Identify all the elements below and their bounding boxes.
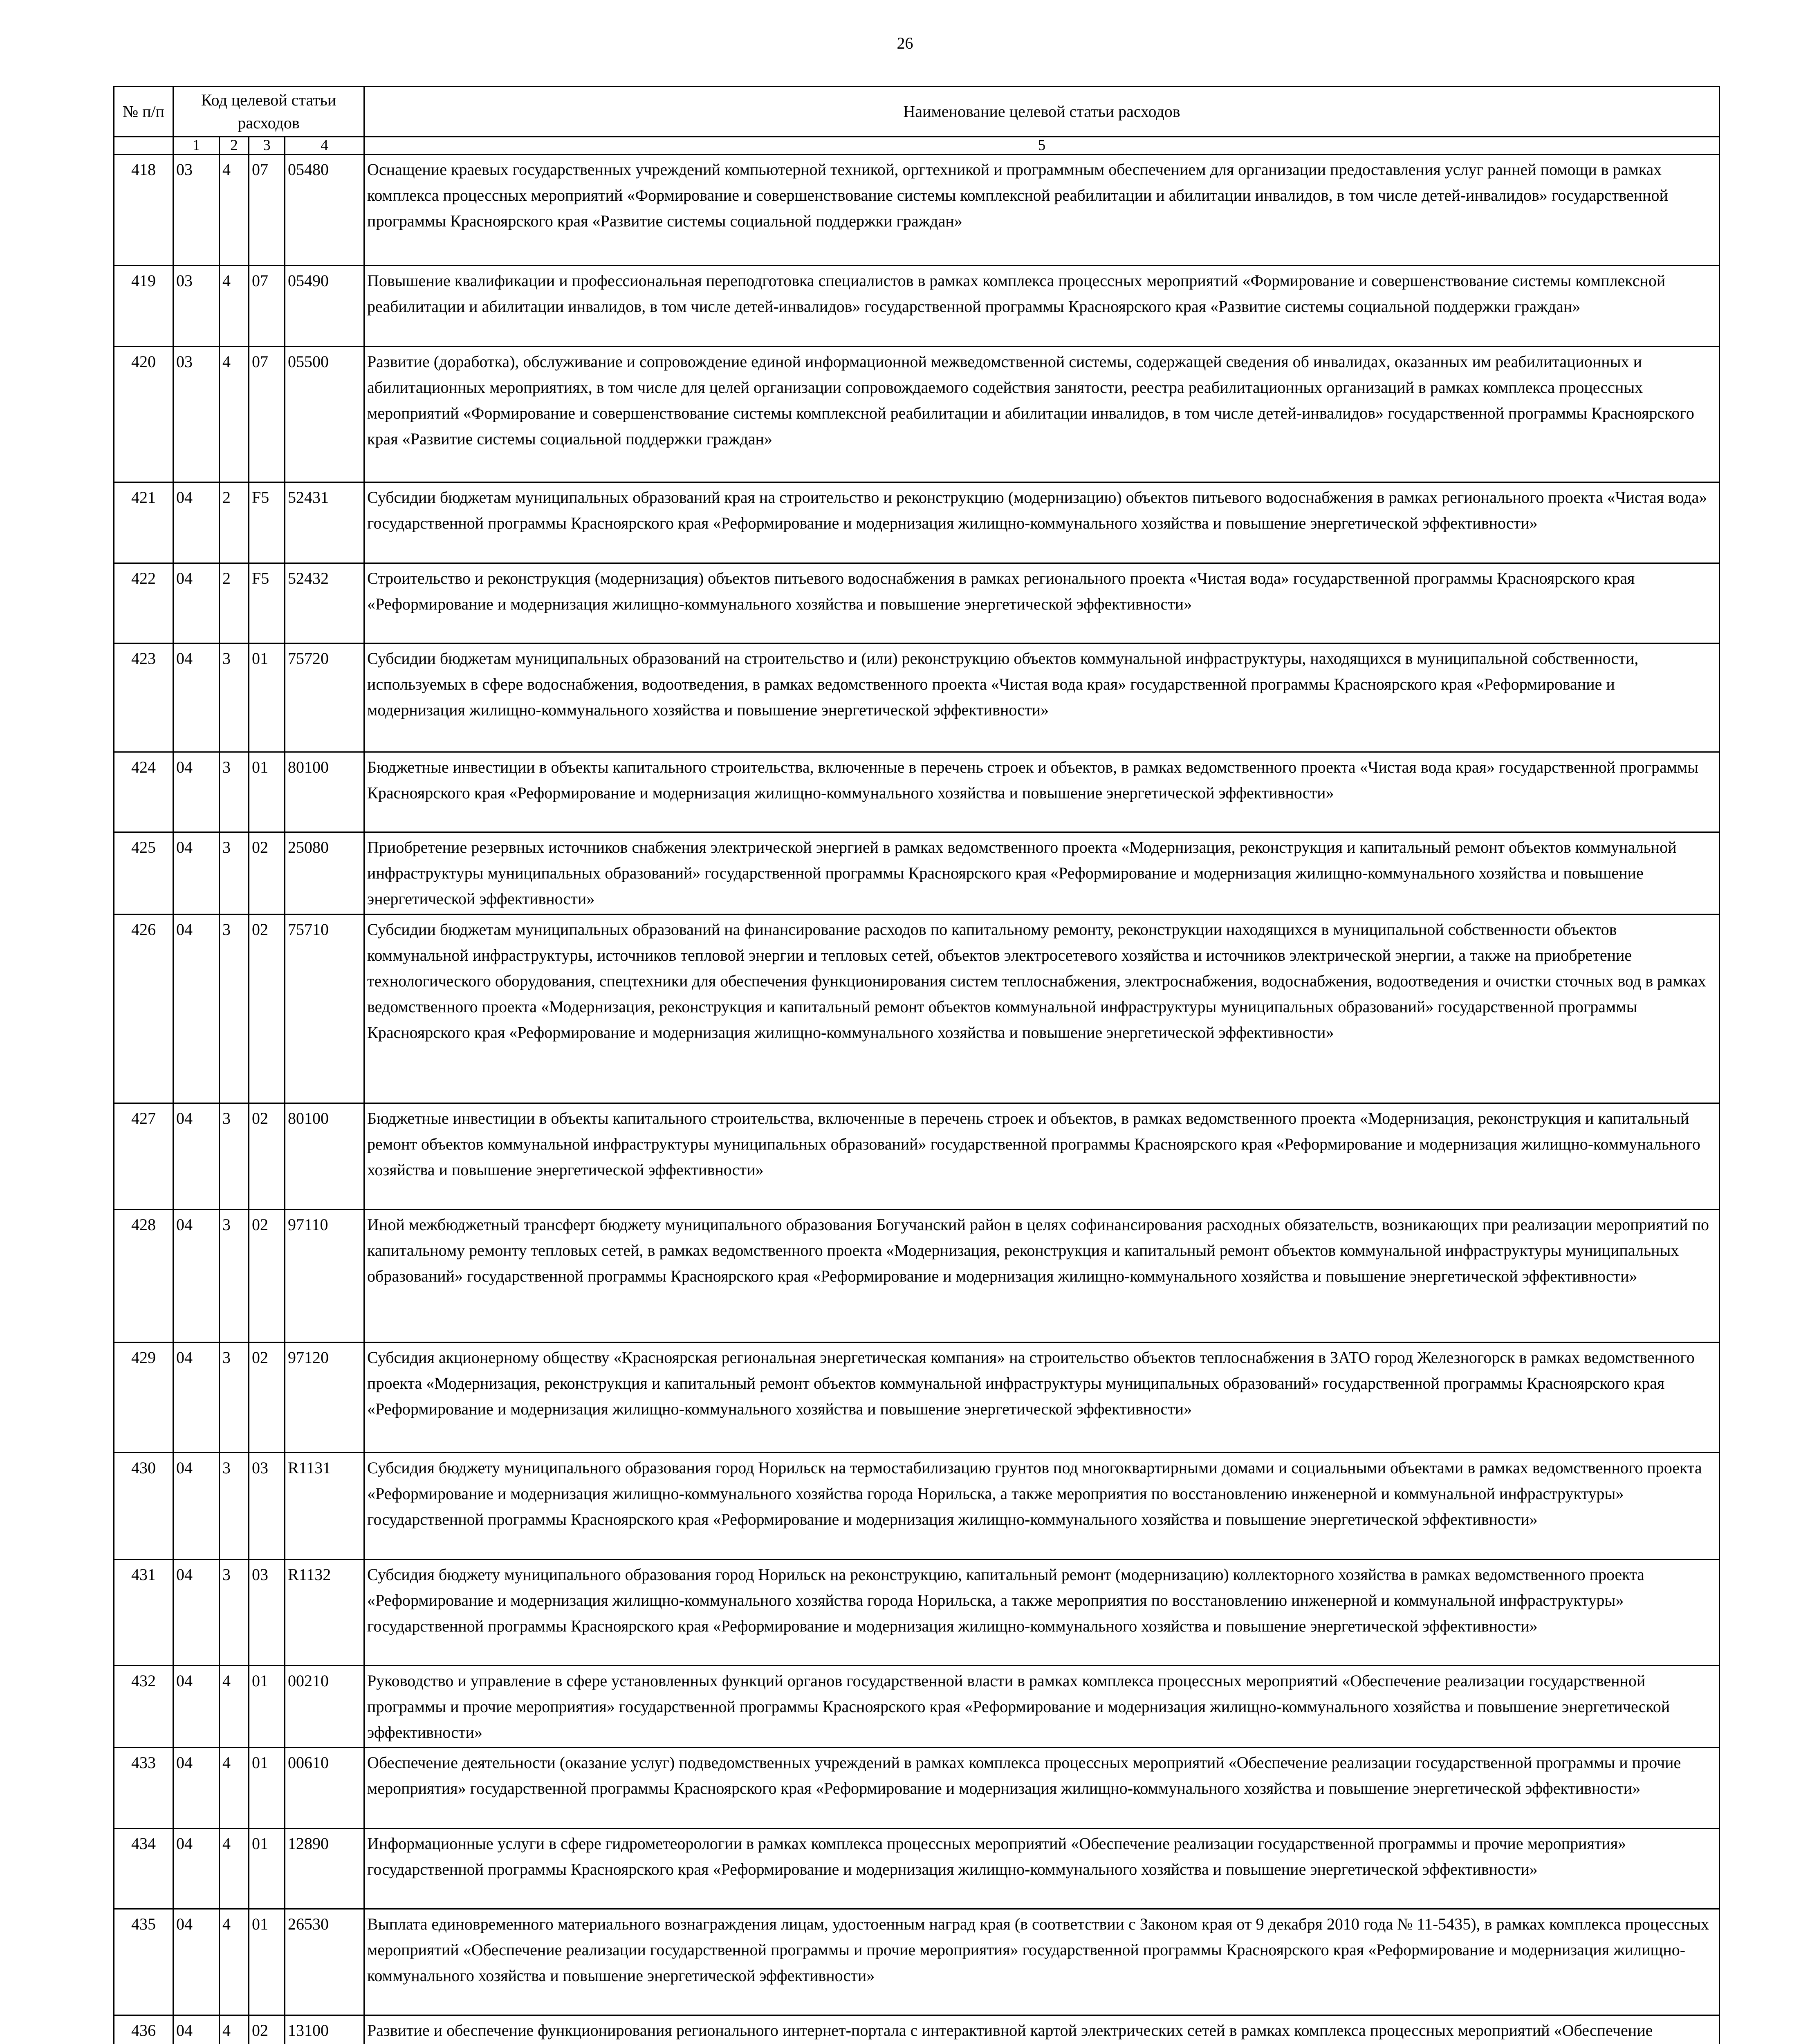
column-number-label: 3 bbox=[249, 137, 285, 155]
code-part-1: 04 bbox=[173, 1909, 220, 2015]
code-part-1: 04 bbox=[173, 1210, 220, 1342]
code-part-2: 4 bbox=[220, 347, 249, 482]
code-part-2: 3 bbox=[220, 1342, 249, 1453]
code-part-4: 05480 bbox=[285, 155, 364, 266]
code-part-4: R1131 bbox=[285, 1453, 364, 1560]
code-part-3: 01 bbox=[249, 752, 285, 832]
row-number: 431 bbox=[114, 1560, 173, 1666]
article-name: Информационные услуги в сфере гидрометеорологии в рамках комплекса процессных мероприятий «Обеспечение реализации государственной программы и прочие мероприятия» государственной программы Красноярского края «Реформирование и модернизация жилищно-коммунального хозяйства и повышение энергетической эффективности» bbox=[364, 1829, 1720, 1909]
code-part-4: 13100 bbox=[285, 2015, 364, 2044]
code-part-4: 97120 bbox=[285, 1342, 364, 1453]
code-part-2: 4 bbox=[220, 266, 249, 347]
code-part-2: 3 bbox=[220, 1560, 249, 1666]
table-row bbox=[114, 1666, 1720, 1748]
row-number: 418 bbox=[114, 155, 173, 266]
header-row bbox=[114, 87, 1720, 137]
article-name: Развитие и обеспечение функционирования регионального интернет-портала с интерактивной картой электрических сетей в рамках комплекса процессных мероприятий «Обеспечение bbox=[364, 2015, 1720, 2044]
page-number: 26 bbox=[897, 34, 913, 52]
table-row bbox=[114, 347, 1720, 482]
code-part-4: 52431 bbox=[285, 482, 364, 563]
row-number: 433 bbox=[114, 1748, 173, 1829]
row-number: 430 bbox=[114, 1453, 173, 1560]
row-number: 419 bbox=[114, 266, 173, 347]
code-part-3: F5 bbox=[249, 482, 285, 563]
code-part-3: 03 bbox=[249, 1560, 285, 1666]
article-name: Руководство и управление в сфере установленных функций органов государственной власти в рамках комплекса процессных мероприятий «Обеспечение реализации государственной программы и прочие мероприятия» государственной программы Красноярского края «Реформирование и модернизация жилищно-коммунального хозяйства и повышение энергетической эффективности» bbox=[364, 1666, 1720, 1748]
code-part-4: 00210 bbox=[285, 1666, 364, 1748]
code-part-2: 4 bbox=[220, 2015, 249, 2044]
row-number: 432 bbox=[114, 1666, 173, 1748]
code-part-1: 04 bbox=[173, 1560, 220, 1666]
table-row bbox=[114, 266, 1720, 347]
article-name: Иной межбюджетный трансферт бюджету муниципального образования Богучанский район в целях софинансирования расходных обязательств, возникающих при реализации мероприятий по капитальному ремонту тепловых сетей, в рамках ведомственного проекта «Модернизация, реконструкция и капитальный ремонт объектов коммунальной инфраструктуры муниципальных образований» государственной программы Красноярского края «Реформирование и модернизация жилищно-коммунального хозяйства и повышение энергетической эффективности» bbox=[364, 1210, 1720, 1342]
code-part-1: 03 bbox=[173, 266, 220, 347]
code-part-3: 07 bbox=[249, 155, 285, 266]
code-part-2: 3 bbox=[220, 1210, 249, 1342]
code-part-3: 01 bbox=[249, 1666, 285, 1748]
code-part-4: 52432 bbox=[285, 563, 364, 643]
header-code: Код целевой статьи расходов bbox=[173, 87, 364, 137]
header-name: Наименование целевой статьи расходов bbox=[364, 87, 1720, 137]
code-part-4: 26530 bbox=[285, 1909, 364, 2015]
code-part-2: 3 bbox=[220, 832, 249, 914]
article-name: Субсидии бюджетам муниципальных образований края на строительство и реконструкцию (модернизацию) объектов питьевого водоснабжения в рамках регионального проекта «Чистая вода» государственной программы Красноярского края «Реформирование и модернизация жилищно-коммунального хозяйства и повышение энергетической эффективности» bbox=[364, 482, 1720, 563]
code-part-3: F5 bbox=[249, 563, 285, 643]
table-row bbox=[114, 832, 1720, 914]
code-part-4: 75720 bbox=[285, 643, 364, 752]
row-number: 436 bbox=[114, 2015, 173, 2044]
row-number: 427 bbox=[114, 1103, 173, 1210]
article-name: Субсидия акционерному обществу «Красноярская региональная энергетическая компания» на строительство объектов теплоснабжения в ЗАТО город Железногорск в рамках ведомственного проекта «Модернизация, реконструкция и капитальный ремонт объектов коммунальной инфраструктуры муниципальных образований» государственной программы Красноярского края «Реформирование и модернизация жилищно-коммунального хозяйства и повышение энергетической эффективности» bbox=[364, 1342, 1720, 1453]
code-part-1: 04 bbox=[173, 1666, 220, 1748]
table-row bbox=[114, 1210, 1720, 1342]
code-part-1: 03 bbox=[173, 347, 220, 482]
code-part-1: 04 bbox=[173, 482, 220, 563]
table-row bbox=[114, 563, 1720, 643]
article-name: Субсидия бюджету муниципального образования город Норильск на реконструкцию, капитальный ремонт (модернизацию) коллекторного хозяйства в рамках ведомственного проекта «Реформирование и модернизация жилищно-коммунального хозяйства города Норильска, а также мероприятия по восстановлению инженерной и коммунальной инфраструктуры» государственной программы Красноярского края «Реформирование и модернизация жилищно-коммунального хозяйства и повышение энергетической эффективности» bbox=[364, 1560, 1720, 1666]
row-number: 421 bbox=[114, 482, 173, 563]
code-part-1: 04 bbox=[173, 1748, 220, 1829]
code-part-2: 4 bbox=[220, 1748, 249, 1829]
code-part-1: 04 bbox=[173, 1342, 220, 1453]
column-number-label bbox=[114, 137, 173, 155]
code-part-4: 97110 bbox=[285, 1210, 364, 1342]
table-row bbox=[114, 1909, 1720, 2015]
header-number: № п/п bbox=[114, 87, 173, 137]
code-part-4: 80100 bbox=[285, 752, 364, 832]
column-number-label: 1 bbox=[173, 137, 220, 155]
row-number: 423 bbox=[114, 643, 173, 752]
table-row bbox=[114, 482, 1720, 563]
column-number-label: 5 bbox=[364, 137, 1720, 155]
table-row bbox=[114, 1829, 1720, 1909]
row-number: 428 bbox=[114, 1210, 173, 1342]
article-name: Оснащение краевых государственных учреждений компьютерной техникой, оргтехникой и программным обеспечением для организации предоставления услуг ранней помощи в рамках комплекса процессных мероприятий «Формирование и совершенствование системы комплексной реабилитации и абилитации инвалидов, в том числе детей-инвалидов» государственной программы Красноярского края «Развитие системы социальной поддержки граждан» bbox=[364, 155, 1720, 266]
column-number-label: 4 bbox=[285, 137, 364, 155]
code-part-2: 4 bbox=[220, 1829, 249, 1909]
target-articles-table bbox=[113, 86, 1720, 2044]
article-name: Субсидии бюджетам муниципальных образований на финансирование расходов по капитальному ремонту, реконструкции находящихся в муниципальной собственности объектов коммунальной инфраструктуры, источников тепловой энергии и тепловых сетей, объектов электросетевого хозяйства и источников электрической энергии, а также на приобретение технологического оборудования, спецтехники для обеспечения функционирования систем теплоснабжения, электроснабжения, водоснабжения, водоотведения и очистки сточных вод в рамках ведомственного проекта «Модернизация, реконструкция и капитальный ремонт объектов коммунальной инфраструктуры муниципальных образований» государственной программы Красноярского края «Реформирование и модернизация жилищно-коммунального хозяйства и повышение энергетической эффективности» bbox=[364, 914, 1720, 1103]
code-part-1: 03 bbox=[173, 155, 220, 266]
table-row bbox=[114, 2015, 1720, 2044]
article-name: Бюджетные инвестиции в объекты капитального строительства, включенные в перечень строек и объектов, в рамках ведомственного проекта «Чистая вода края» государственной программы Красноярского края «Реформирование и модернизация жилищно-коммунального хозяйства и повышение энергетической эффективности» bbox=[364, 752, 1720, 832]
table-row bbox=[114, 643, 1720, 752]
code-part-2: 2 bbox=[220, 482, 249, 563]
code-part-3: 01 bbox=[249, 1829, 285, 1909]
article-name: Бюджетные инвестиции в объекты капитального строительства, включенные в перечень строек и объектов, в рамках ведомственного проекта «Модернизация, реконструкция и капитальный ремонт объектов коммунальной инфраструктуры муниципальных образований» государственной программы Красноярского края «Реформирование и модернизация жилищно-коммунального хозяйства и повышение энергетической эффективности» bbox=[364, 1103, 1720, 1210]
code-part-3: 02 bbox=[249, 1103, 285, 1210]
row-number: 422 bbox=[114, 563, 173, 643]
code-part-3: 02 bbox=[249, 2015, 285, 2044]
code-part-1: 04 bbox=[173, 1103, 220, 1210]
code-part-2: 3 bbox=[220, 643, 249, 752]
code-part-3: 02 bbox=[249, 914, 285, 1103]
article-name: Повышение квалификации и профессиональная переподготовка специалистов в рамках комплекса процессных мероприятий «Формирование и совершенствование системы комплексной реабилитации и абилитации инвалидов, в том числе детей-инвалидов» государственной программы Красноярского края «Развитие системы социальной поддержки граждан» bbox=[364, 266, 1720, 347]
code-part-3: 02 bbox=[249, 832, 285, 914]
code-part-3: 07 bbox=[249, 347, 285, 482]
code-part-1: 04 bbox=[173, 643, 220, 752]
code-part-2: 4 bbox=[220, 1666, 249, 1748]
table-row bbox=[114, 752, 1720, 832]
table-row bbox=[114, 914, 1720, 1103]
code-part-3: 01 bbox=[249, 1909, 285, 2015]
code-part-1: 04 bbox=[173, 2015, 220, 2044]
code-part-4: 12890 bbox=[285, 1829, 364, 1909]
column-number-label: 2 bbox=[220, 137, 249, 155]
code-part-2: 4 bbox=[220, 1909, 249, 2015]
code-part-1: 04 bbox=[173, 563, 220, 643]
code-part-2: 3 bbox=[220, 914, 249, 1103]
code-part-1: 04 bbox=[173, 832, 220, 914]
row-number: 435 bbox=[114, 1909, 173, 2015]
row-number: 420 bbox=[114, 347, 173, 482]
code-part-1: 04 bbox=[173, 1829, 220, 1909]
code-part-3: 01 bbox=[249, 1748, 285, 1829]
row-number: 424 bbox=[114, 752, 173, 832]
code-part-4: 80100 bbox=[285, 1103, 364, 1210]
table-row bbox=[114, 1453, 1720, 1560]
row-number: 434 bbox=[114, 1829, 173, 1909]
code-part-4: 25080 bbox=[285, 832, 364, 914]
code-part-2: 3 bbox=[220, 752, 249, 832]
code-part-4: R1132 bbox=[285, 1560, 364, 1666]
article-name: Приобретение резервных источников снабжения электрической энергией в рамках ведомственного проекта «Модернизация, реконструкция и капитальный ремонт объектов коммунальной инфраструктуры муниципальных образований» государственной программы Красноярского края «Реформирование и модернизация жилищно-коммунального хозяйства и повышение энергетической эффективности» bbox=[364, 832, 1720, 914]
code-part-2: 4 bbox=[220, 155, 249, 266]
article-name: Развитие (доработка), обслуживание и сопровождение единой информационной межведомственной системы, содержащей сведения об инвалидах, оказанных им реабилитационных и абилитационных мероприятиях, в том числе для целей организации сопровождаемого содействия занятости, реестра реабилитационных организаций в рамках комплекса процессных мероприятий «Формирование и совершенствование системы комплексной реабилитации и абилитации инвалидов, в том числе детей-инвалидов» государственной программы Красноярского края «Развитие системы социальной поддержки граждан» bbox=[364, 347, 1720, 482]
code-part-4: 75710 bbox=[285, 914, 364, 1103]
column-numbering-row bbox=[114, 137, 1720, 155]
code-part-3: 02 bbox=[249, 1342, 285, 1453]
code-part-1: 04 bbox=[173, 914, 220, 1103]
article-name: Выплата единовременного материального вознаграждения лицам, удостоенным наград края (в соответствии с Законом края от 9 декабря 2010 года № 11-5435), в рамках комплекса процессных мероприятий «Обеспечение реализации государственной программы и прочие мероприятия» государственной программы Красноярского края «Реформирование и модернизация жилищно-коммунального хозяйства и повышение энергетической эффективности» bbox=[364, 1909, 1720, 2015]
table-row bbox=[114, 1748, 1720, 1829]
code-part-4: 05490 bbox=[285, 266, 364, 347]
table-row bbox=[114, 1103, 1720, 1210]
code-part-3: 01 bbox=[249, 643, 285, 752]
code-part-4: 05500 bbox=[285, 347, 364, 482]
code-part-2: 2 bbox=[220, 563, 249, 643]
row-number: 426 bbox=[114, 914, 173, 1103]
code-part-3: 03 bbox=[249, 1453, 285, 1560]
code-part-1: 04 bbox=[173, 752, 220, 832]
table-row bbox=[114, 1560, 1720, 1666]
table-row bbox=[114, 1342, 1720, 1453]
code-part-3: 02 bbox=[249, 1210, 285, 1342]
code-part-4: 00610 bbox=[285, 1748, 364, 1829]
code-part-1: 04 bbox=[173, 1453, 220, 1560]
table-row bbox=[114, 155, 1720, 266]
article-name: Строительство и реконструкция (модернизация) объектов питьевого водоснабжения в рамках регионального проекта «Чистая вода» государственной программы Красноярского края «Реформирование и модернизация жилищно-коммунального хозяйства и повышение энергетической эффективности» bbox=[364, 563, 1720, 643]
row-number: 429 bbox=[114, 1342, 173, 1453]
article-name: Субсидия бюджету муниципального образования город Норильск на термостабилизацию грунтов под многоквартирными домами и социальными объектами в рамках ведомственного проекта «Реформирование и модернизация жилищно-коммунального хозяйства города Норильска, а также мероприятия по восстановлению инженерной и коммунальной инфраструктуры» государственной программы Красноярского края «Реформирование и модернизация жилищно-коммунального хозяйства и повышение энергетической эффективности» bbox=[364, 1453, 1720, 1560]
article-name: Обеспечение деятельности (оказание услуг) подведомственных учреждений в рамках комплекса процессных мероприятий «Обеспечение реализации государственной программы и прочие мероприятия» государственной программы Красноярского края «Реформирование и модернизация жилищно-коммунального хозяйства и повышение энергетической эффективности» bbox=[364, 1748, 1720, 1829]
code-part-2: 3 bbox=[220, 1103, 249, 1210]
article-name: Субсидии бюджетам муниципальных образований на строительство и (или) реконструкцию объектов коммунальной инфраструктуры, находящихся в муниципальной собственности, используемых в сфере водоснабжения, водоотведения, в рамках ведомственного проекта «Чистая вода края» государственной программы Красноярского края «Реформирование и модернизация жилищно-коммунального хозяйства и повышение энергетической эффективности» bbox=[364, 643, 1720, 752]
row-number: 425 bbox=[114, 832, 173, 914]
code-part-3: 07 bbox=[249, 266, 285, 347]
code-part-2: 3 bbox=[220, 1453, 249, 1560]
